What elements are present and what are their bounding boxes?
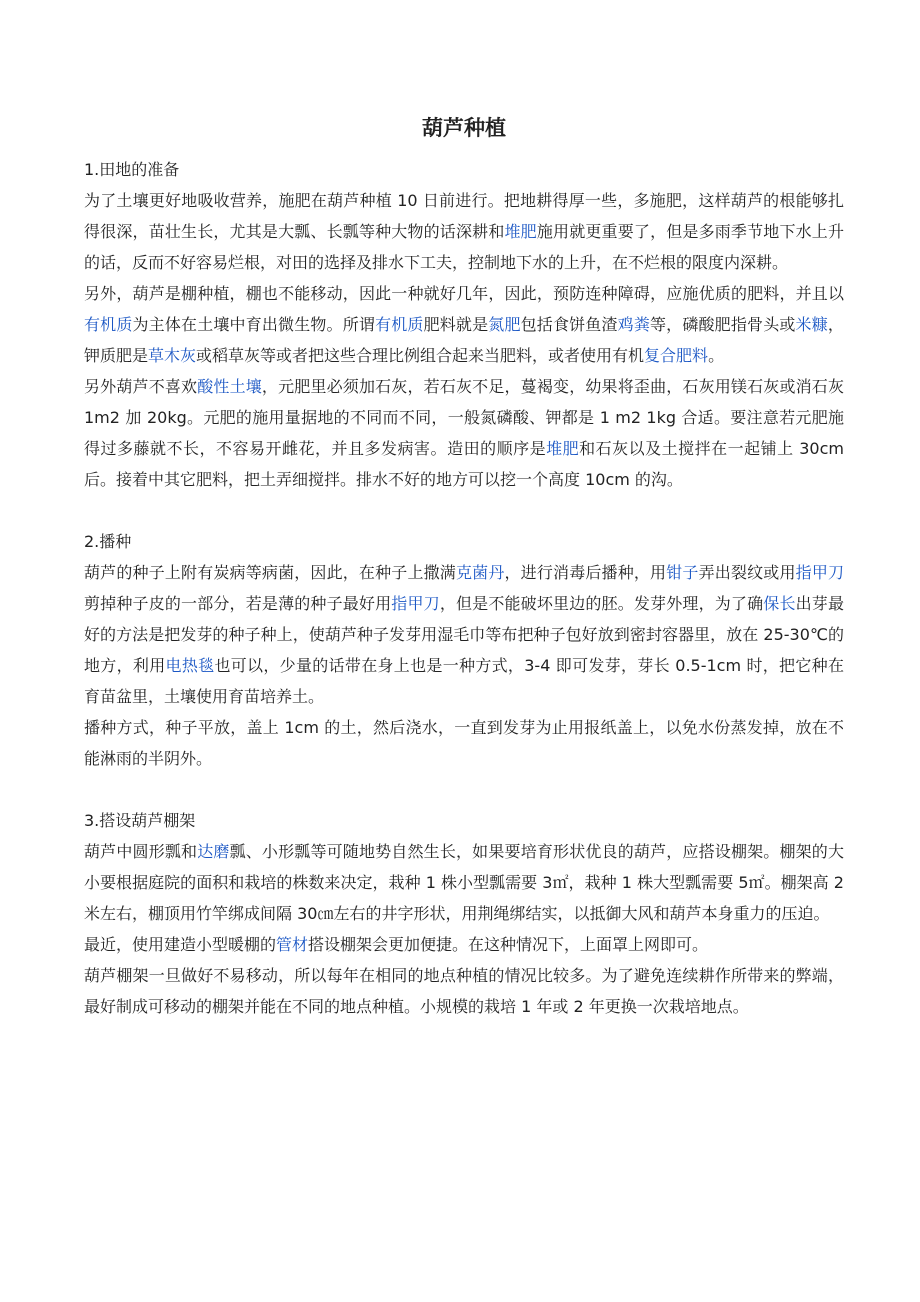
text-run: 最近，使用建造小型暖棚的 (84, 935, 277, 954)
text-run: 剪掉种子皮的一部分，若是薄的种子最好用 (84, 594, 392, 613)
link-compost[interactable]: 堆肥 (504, 222, 537, 241)
link-rice-bran[interactable]: 米糠 (795, 315, 828, 334)
paragraph (84, 371, 844, 495)
text-run: 另外葫芦不喜欢 (84, 377, 198, 396)
link-nitrogen-fertilizer[interactable]: 氮肥 (488, 315, 521, 334)
text-run: 葫芦中圆形瓢和 (84, 842, 198, 861)
section-heading: 2.播种 (84, 532, 132, 551)
link-chicken-manure[interactable]: 鸡粪 (617, 315, 650, 334)
link-plant-ash[interactable]: 草木灰 (148, 346, 197, 365)
paragraph (84, 557, 844, 712)
section-field-preparation (84, 154, 844, 495)
link-damo[interactable]: 达磨 (197, 842, 230, 861)
link-organic-matter[interactable]: 有机质 (84, 315, 133, 334)
blank-line (84, 774, 844, 805)
link-pipe[interactable]: 管材 (276, 935, 309, 954)
text-run: ，钾质肥是 (84, 315, 844, 365)
text-run: 或稻草灰等或者把这些合理比例组合起来当肥料，或者使用有机 (196, 346, 645, 365)
link-compound-fertilizer[interactable]: 复合肥料 (644, 346, 709, 365)
link-nail-clipper[interactable]: 指甲刀 (391, 594, 440, 613)
text-run: 为主体在土壤中育出微生物。所谓 (132, 315, 376, 334)
section-heading: 3.搭设葫芦棚架 (84, 811, 196, 830)
text-run: ，但是不能破坏里边的胚。发芽外理，为了确 (439, 594, 764, 613)
paragraph (84, 185, 844, 278)
paragraph (84, 712, 844, 774)
text-run: 。 (708, 346, 725, 365)
blank-line (84, 495, 844, 526)
paragraph (84, 929, 844, 960)
link-pliers[interactable]: 钳子 (666, 563, 699, 582)
text-run: 播种方式，种子平放，盖上 1cm 的土，然后浇水，一直到发芽为止用报纸盖上，以免水份蒸发掉，放在不能淋雨的半阴外。 (84, 718, 844, 768)
page-title: 葫芦种植 (422, 116, 506, 140)
document-page (84, 108, 844, 1022)
link-electric-blanket[interactable]: 电热毯 (165, 656, 215, 675)
paragraph (84, 960, 844, 1022)
text-run: 施用就更重要了，但是多雨季节地下水上升的话，反而不好容易烂根，对田的选择及排水下工夫，控制地下水的上升，在不烂根的限度内深耕。 (84, 222, 844, 272)
text-run: 弄出裂纹或用 (698, 563, 796, 582)
link-nail-clipper[interactable]: 指甲刀 (795, 563, 844, 582)
text-run: 为了土壤更好地吸收营养，施肥在葫芦种植 10 日前进行。把地耕得厚一些，多施肥，这样葫芦的根能够扎得很深，苗壮生长，尤其是大瓢、长瓢等种大物的话深耕和 (84, 191, 844, 241)
section-heading: 1.田地的准备 (84, 160, 180, 179)
text-run: 出芽最好的方法是把发芽的种子种上，使葫芦种子发芽用湿毛巾等布把种子包好放到密封容器里，放在 25-30℃的地方，利用 (84, 594, 844, 675)
section-sowing (84, 526, 844, 774)
paragraph (84, 278, 844, 371)
text-run: ，进行消毒后播种，用 (504, 563, 667, 582)
text-run: 和石灰以及土搅拌在一起铺上 30cm 后。接着中其它肥料，把土弄细搅拌。排水不好的地方可以挖一个高度 10cm 的沟。 (84, 439, 844, 489)
link-compost[interactable]: 堆肥 (546, 439, 580, 458)
text-run: 包括食饼鱼渣 (520, 315, 618, 334)
text-run: 另外，葫芦是棚种植，棚也不能移动，因此一种就好几年，因此，预防连种障碍，应施优质的肥料，并且以 (84, 284, 844, 303)
text-run: 等，磷酸肥指骨头或 (650, 315, 796, 334)
link-captan[interactable]: 克菌丹 (455, 563, 505, 582)
link-acidic-soil[interactable]: 酸性土壤 (197, 377, 262, 396)
link-baozhang[interactable]: 保长 (763, 594, 796, 613)
text-run: 葫芦的种子上附有炭病等病菌，因此，在种子上撒满 (84, 563, 456, 582)
text-run: ，元肥里必须加石灰，若石灰不足，蔓褐变，幼果将歪曲，石灰用镁石灰或消石灰 1m2 加 20kg。元肥的施用量据地的不同而不同，一般氮磷酸、钾都是 1 m2 1kg 合适。要注意若元肥施得过多藤就不长，不容易开雌花，并且多发病害。造田的顺序是 (84, 377, 844, 458)
text-run: 瓢、小形瓢等可随地势自然生长，如果要培育形状优良的葫芦，应搭设棚架。棚架的大小要根据庭院的面积和栽培的株数来决定，栽种 1 株小型瓢需要 3㎡，栽种 1 株大型瓢需要 5㎡。棚架高 2 米左右，棚顶用竹竿绑成间隔 30㎝左右的井字形状，用荆绳绑结实，以抵御大风和葫芦本身重力的压迫。 (84, 842, 844, 923)
paragraph (84, 836, 844, 929)
link-organic-matter[interactable]: 有机质 (375, 315, 424, 334)
text-run: 肥料就是 (423, 315, 489, 334)
text-run: 搭设棚架会更加便捷。在这种情况下，上面罩上网即可。 (308, 935, 709, 954)
text-run: 也可以，少量的话带在身上也是一种方式，3-4 即可发芽，芽长 0.5-1cm 时，把它种在育苗盆里，土壤使用育苗培养土。 (84, 656, 844, 706)
text-run: 葫芦棚架一旦做好不易移动，所以每年在相同的地点种植的情况比较多。为了避免连续耕作所带来的弊端，最好制成可移动的棚架并能在不同的地点种植。小规模的栽培 1 年或 2 年更换一次栽培地点。 (84, 966, 844, 1016)
section-trellis (84, 805, 844, 1022)
